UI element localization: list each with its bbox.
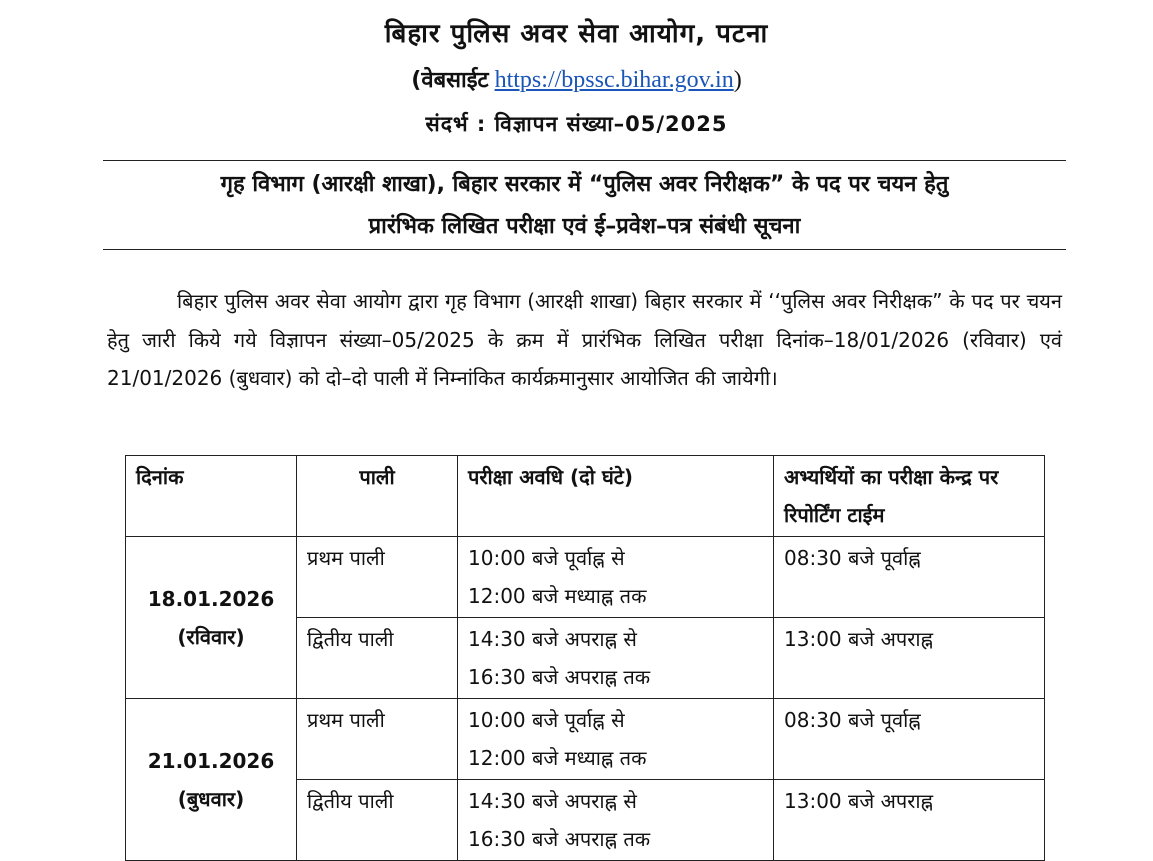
duration-cell	[458, 618, 774, 699]
date-cell	[126, 537, 297, 699]
time-from: 14:30 बजे अपराह्न से	[468, 627, 637, 651]
divider-top	[103, 160, 1066, 161]
header-reporting: अभ्यर्थियों का परीक्षा केन्द्र पर रिपोर्टिंग टाईम	[774, 456, 1045, 537]
page-title: बिहार पुलिस अवर सेवा आयोग, पटना	[384, 19, 769, 49]
reporting-cell: 08:30 बजे पूर्वाह्न	[774, 537, 1045, 618]
body-paragraph	[107, 282, 1062, 398]
time-to: 12:00 बजे मध्याह्न तक	[468, 584, 647, 608]
date-cell	[126, 699, 297, 861]
header-shift: पाली	[297, 456, 458, 537]
header-duration: परीक्षा अवधि (दो घंटे)	[458, 456, 774, 537]
table-row	[126, 537, 1045, 618]
time-to: 16:30 बजे अपराह्न तक	[468, 827, 651, 851]
weekday: (बुधवार)	[177, 786, 245, 811]
shift-cell: द्वितीय पाली	[297, 618, 458, 699]
table-row	[126, 699, 1045, 780]
duration-cell	[458, 537, 774, 618]
time-from: 10:00 बजे पूर्वाह्न से	[468, 708, 625, 732]
website-label: (वेबसाईट	[411, 68, 489, 93]
shift-cell: प्रथम पाली	[297, 699, 458, 780]
reporting-cell: 08:30 बजे पूर्वाह्न	[774, 699, 1045, 780]
divider-bottom	[103, 249, 1066, 250]
shift-cell: प्रथम पाली	[297, 537, 458, 618]
reporting-cell: 13:00 बजे अपराह्न	[774, 618, 1045, 699]
time-to: 16:30 बजे अपराह्न तक	[468, 665, 651, 689]
time-from: 14:30 बजे अपराह्न से	[468, 789, 637, 813]
time-from: 10:00 बजे पूर्वाह्न से	[468, 546, 625, 570]
subject-heading	[103, 164, 1066, 248]
weekday: (रविवार)	[177, 624, 245, 649]
date: 18.01.2026	[147, 586, 275, 611]
shift-cell: द्वितीय पाली	[297, 780, 458, 861]
website-line	[0, 64, 1153, 94]
reference-number: संदर्भ : विज्ञापन संख्या–05/2025	[425, 112, 728, 136]
subject-line-2: प्रारंभिक लिखित परीक्षा एवं ई–प्रवेश–पत्र संबंधी सूचना	[368, 214, 801, 239]
website-link[interactable]: https://bpssc.bihar.gov.in	[494, 67, 734, 93]
date: 21.01.2026	[147, 748, 275, 773]
subject-line-1: गृह विभाग (आरक्षी शाखा), बिहार सरकार में “पुलिस अवर निरीक्षक” के पद पर चयन हेतु	[220, 172, 949, 197]
reporting-cell: 13:00 बजे अपराह्न	[774, 780, 1045, 861]
paragraph-text: बिहार पुलिस अवर सेवा आयोग द्वारा गृह विभाग (आरक्षी शाखा) बिहार सरकार में ‘‘पुलिस अवर निरीक्षक” के पद पर चयन हेतु जारी किये गये विज्ञापन संख्या–05/2025 के क्रम में प्रारंभिक लिखित परीक्षा दिनांक–18/01/2026 (रविवार) एवं 21/01/2026 (बुधवार) को दो–दो पाली में निम्नांकित कार्यक्रमानुसार आयोजित की जायेगी।	[107, 289, 1062, 390]
website-close: )	[733, 67, 742, 93]
schedule-table	[125, 455, 1045, 861]
time-to: 12:00 बजे मध्याह्न तक	[468, 746, 647, 770]
table-header-row	[126, 456, 1045, 537]
duration-cell	[458, 699, 774, 780]
header-date: दिनांक	[126, 456, 297, 537]
duration-cell	[458, 780, 774, 861]
